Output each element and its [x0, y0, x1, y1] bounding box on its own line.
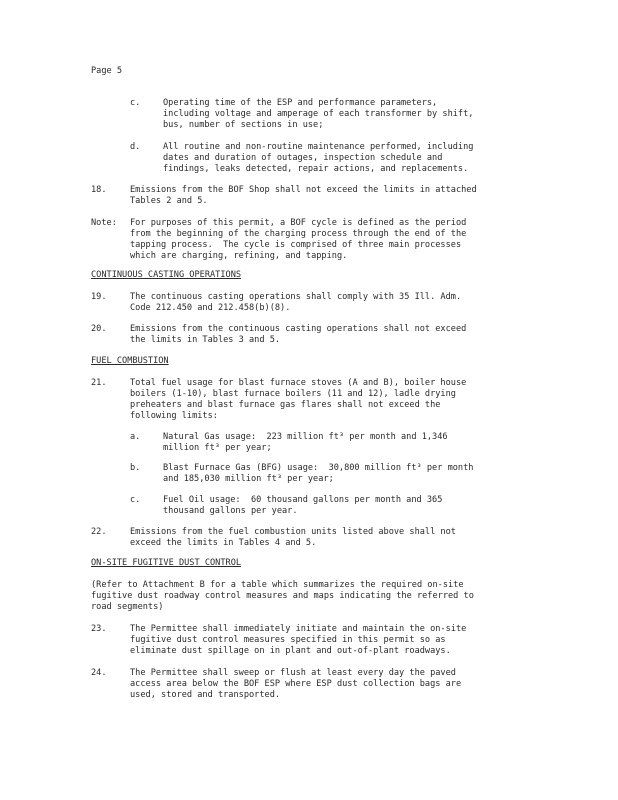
page-number: Page 5 [91, 66, 123, 76]
reference-line: road segments) [91, 602, 164, 612]
paragraph-22-line: exceed the limits in Tables 4 and 5. [130, 538, 317, 548]
item-c2-marker: c. [130, 495, 141, 505]
note-label: Note: [91, 218, 117, 228]
paragraph-18-number: 18. [91, 185, 107, 195]
paragraph-21-line: preheaters and blast furnace gas flares shall not exceed the [130, 400, 441, 410]
paragraph-21-line: boilers (1-10), blast furnace boilers (11 and 12), ladle drying [130, 389, 456, 399]
paragraph-23-number: 23. [91, 624, 107, 634]
note-line: For purposes of this permit, a BOF cycle is defined as the period [130, 218, 467, 228]
paragraph-19-line: The continuous casting operations shall comply with 35 Ill. Adm. [130, 292, 462, 302]
item-b-marker: b. [130, 463, 141, 473]
item-c2-line: Fuel Oil usage: 60 thousand gallons per month and 365 [163, 495, 443, 505]
paragraph-20-number: 20. [91, 324, 107, 334]
item-c2-line: thousand gallons per year. [163, 506, 298, 516]
note-line: from the beginning of the charging process through the end of the [130, 229, 467, 239]
reference-line: (Refer to Attachment B for a table which summarizes the required on-site [91, 580, 464, 590]
item-c-line: bus, number of sections in use; [163, 120, 324, 130]
item-d-marker: d. [130, 142, 141, 152]
paragraph-21-line: following limits: [130, 411, 218, 421]
paragraph-22-line: Emissions from the fuel combustion units listed above shall not [130, 527, 456, 537]
paragraph-22-number: 22. [91, 527, 107, 537]
paragraph-18-line: Tables 2 and 5. [130, 196, 208, 206]
paragraph-18-line: Emissions from the BOF Shop shall not exceed the limits in attached [130, 185, 477, 195]
paragraph-23-line: eliminate dust spillage on in plant and out-of-plant roadways. [130, 646, 451, 656]
paragraph-24-line: access area below the BOF ESP where ESP dust collection bags are [130, 679, 462, 689]
item-d-line: findings, leaks detected, repair actions, and replacements. [163, 164, 469, 174]
item-c-line: including voltage and amperage of each transformer by shift, [163, 109, 474, 119]
paragraph-20-line: the limits in Tables 3 and 5. [130, 335, 281, 345]
item-a-line: million ft³ per year; [163, 443, 272, 453]
item-d-line: dates and duration of outages, inspection schedule and [163, 153, 443, 163]
note-line: which are charging, refining, and tapping. [130, 251, 348, 261]
item-b-line: Blast Furnace Gas (BFG) usage: 30,800 million ft³ per month [163, 463, 474, 473]
item-c-marker: c. [130, 98, 141, 108]
paragraph-23-line: The Permittee shall immediately initiate and maintain the on-site [130, 624, 467, 634]
paragraph-24-number: 24. [91, 668, 107, 678]
paragraph-19-number: 19. [91, 292, 107, 302]
item-b-line: and 185,030 million ft³ per year; [163, 474, 334, 484]
paragraph-23-line: fugitive dust control measures specified in this permit so as [130, 635, 446, 645]
reference-line: fugitive dust roadway control measures and maps indicating the referred to [91, 591, 474, 601]
paragraph-19-line: Code 212.450 and 212.458(b)(8). [130, 303, 291, 313]
paragraph-24-line: The Permittee shall sweep or flush at least every day the paved [130, 668, 456, 678]
heading-fugitive-dust: ON-SITE FUGITIVE DUST CONTROL [91, 558, 242, 568]
paragraph-24-line: used, stored and transported. [130, 690, 281, 700]
heading-fuel-combustion: FUEL COMBUSTION [91, 356, 169, 366]
note-line: tapping process. The cycle is comprised of three main processes [130, 240, 462, 250]
paragraph-21-number: 21. [91, 378, 107, 388]
item-d-line: All routine and non-routine maintenance performed, including [163, 142, 474, 152]
paragraph-21-line: Total fuel usage for blast furnace stoves (A and B), boiler house [130, 378, 467, 388]
item-c-line: Operating time of the ESP and performance parameters, [163, 98, 438, 108]
item-a-line: Natural Gas usage: 223 million ft³ per month and 1,346 [163, 432, 448, 442]
heading-continuous-casting: CONTINUOUS CASTING OPERATIONS [91, 270, 242, 280]
item-a-marker: a. [130, 432, 141, 442]
paragraph-20-line: Emissions from the continuous casting operations shall not exceed [130, 324, 467, 334]
